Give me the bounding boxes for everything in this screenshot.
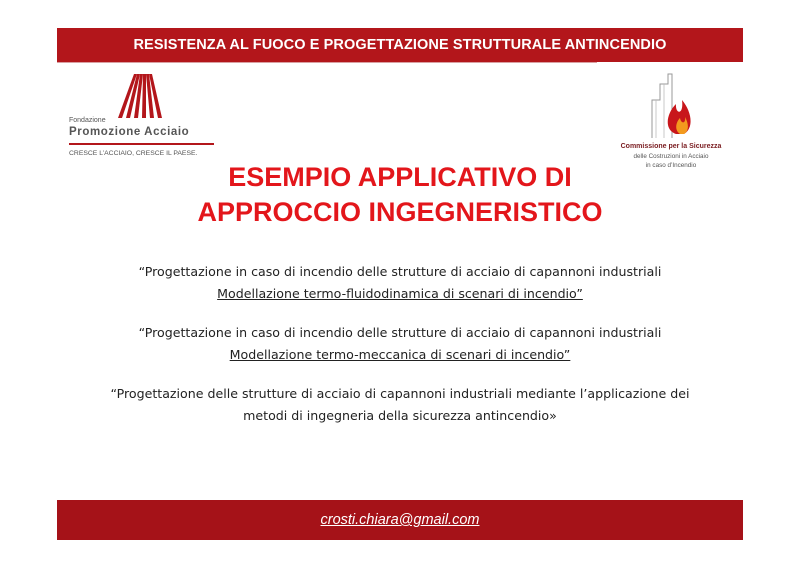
logo-brand-text: Promozione Acciaio: [69, 126, 190, 138]
logo-brand-line: [69, 143, 214, 145]
reference-2-line1: “Progettazione in caso di incendio delle strutture di acciaio di capannoni industriali: [138, 325, 662, 340]
logo-fondazione-text: Fondazione: [69, 117, 106, 124]
main-title: [120, 160, 680, 230]
reference-3-line2: metodi di ingegneria della sicurezza antincendio»: [243, 408, 557, 423]
logo-org-line3: in caso d’Incendio: [645, 162, 697, 169]
reference-3-line1: “Progettazione delle strutture di acciaio di capannoni industriali mediante l’applicazione dei: [110, 386, 690, 401]
footer-bar: [57, 500, 743, 540]
flame-building-icon: [642, 70, 702, 140]
promozione-acciaio-logo: [64, 72, 234, 162]
main-title-line2: APPROCCIO INGEGNERISTICO: [197, 197, 603, 227]
reference-1: [60, 261, 740, 305]
reference-2: [60, 322, 740, 366]
reference-1-line1: “Progettazione in caso di incendio delle strutture di acciaio di capannoni industriali: [138, 264, 662, 279]
main-title-line1: ESEMPIO APPLICATIVO DI: [228, 162, 572, 192]
logo-org-line1: Commissione per la Sicurezza: [620, 143, 722, 150]
header-divider: [57, 62, 597, 63]
reference-2-line2: Modellazione termo-meccanica di scenari di incendio”: [229, 347, 571, 362]
logo-tagline: CRESCE L’ACCIAIO, CRESCE IL PAESE.: [69, 150, 198, 157]
header-bar: [57, 28, 743, 62]
logo-org-line2: delle Costruzioni in Acciaio: [633, 153, 709, 160]
header-title: RESISTENZA AL FUOCO E PROGETTAZIONE STRUTTURALE ANTINCENDIO: [133, 37, 667, 53]
reference-1-line2: Modellazione termo-fluidodinamica di scenari di incendio”: [217, 286, 583, 301]
steel-beams-icon: [106, 72, 166, 122]
reference-3: [60, 383, 740, 427]
footer-email-link[interactable]: crosti.chiara@gmail.com: [320, 512, 480, 528]
